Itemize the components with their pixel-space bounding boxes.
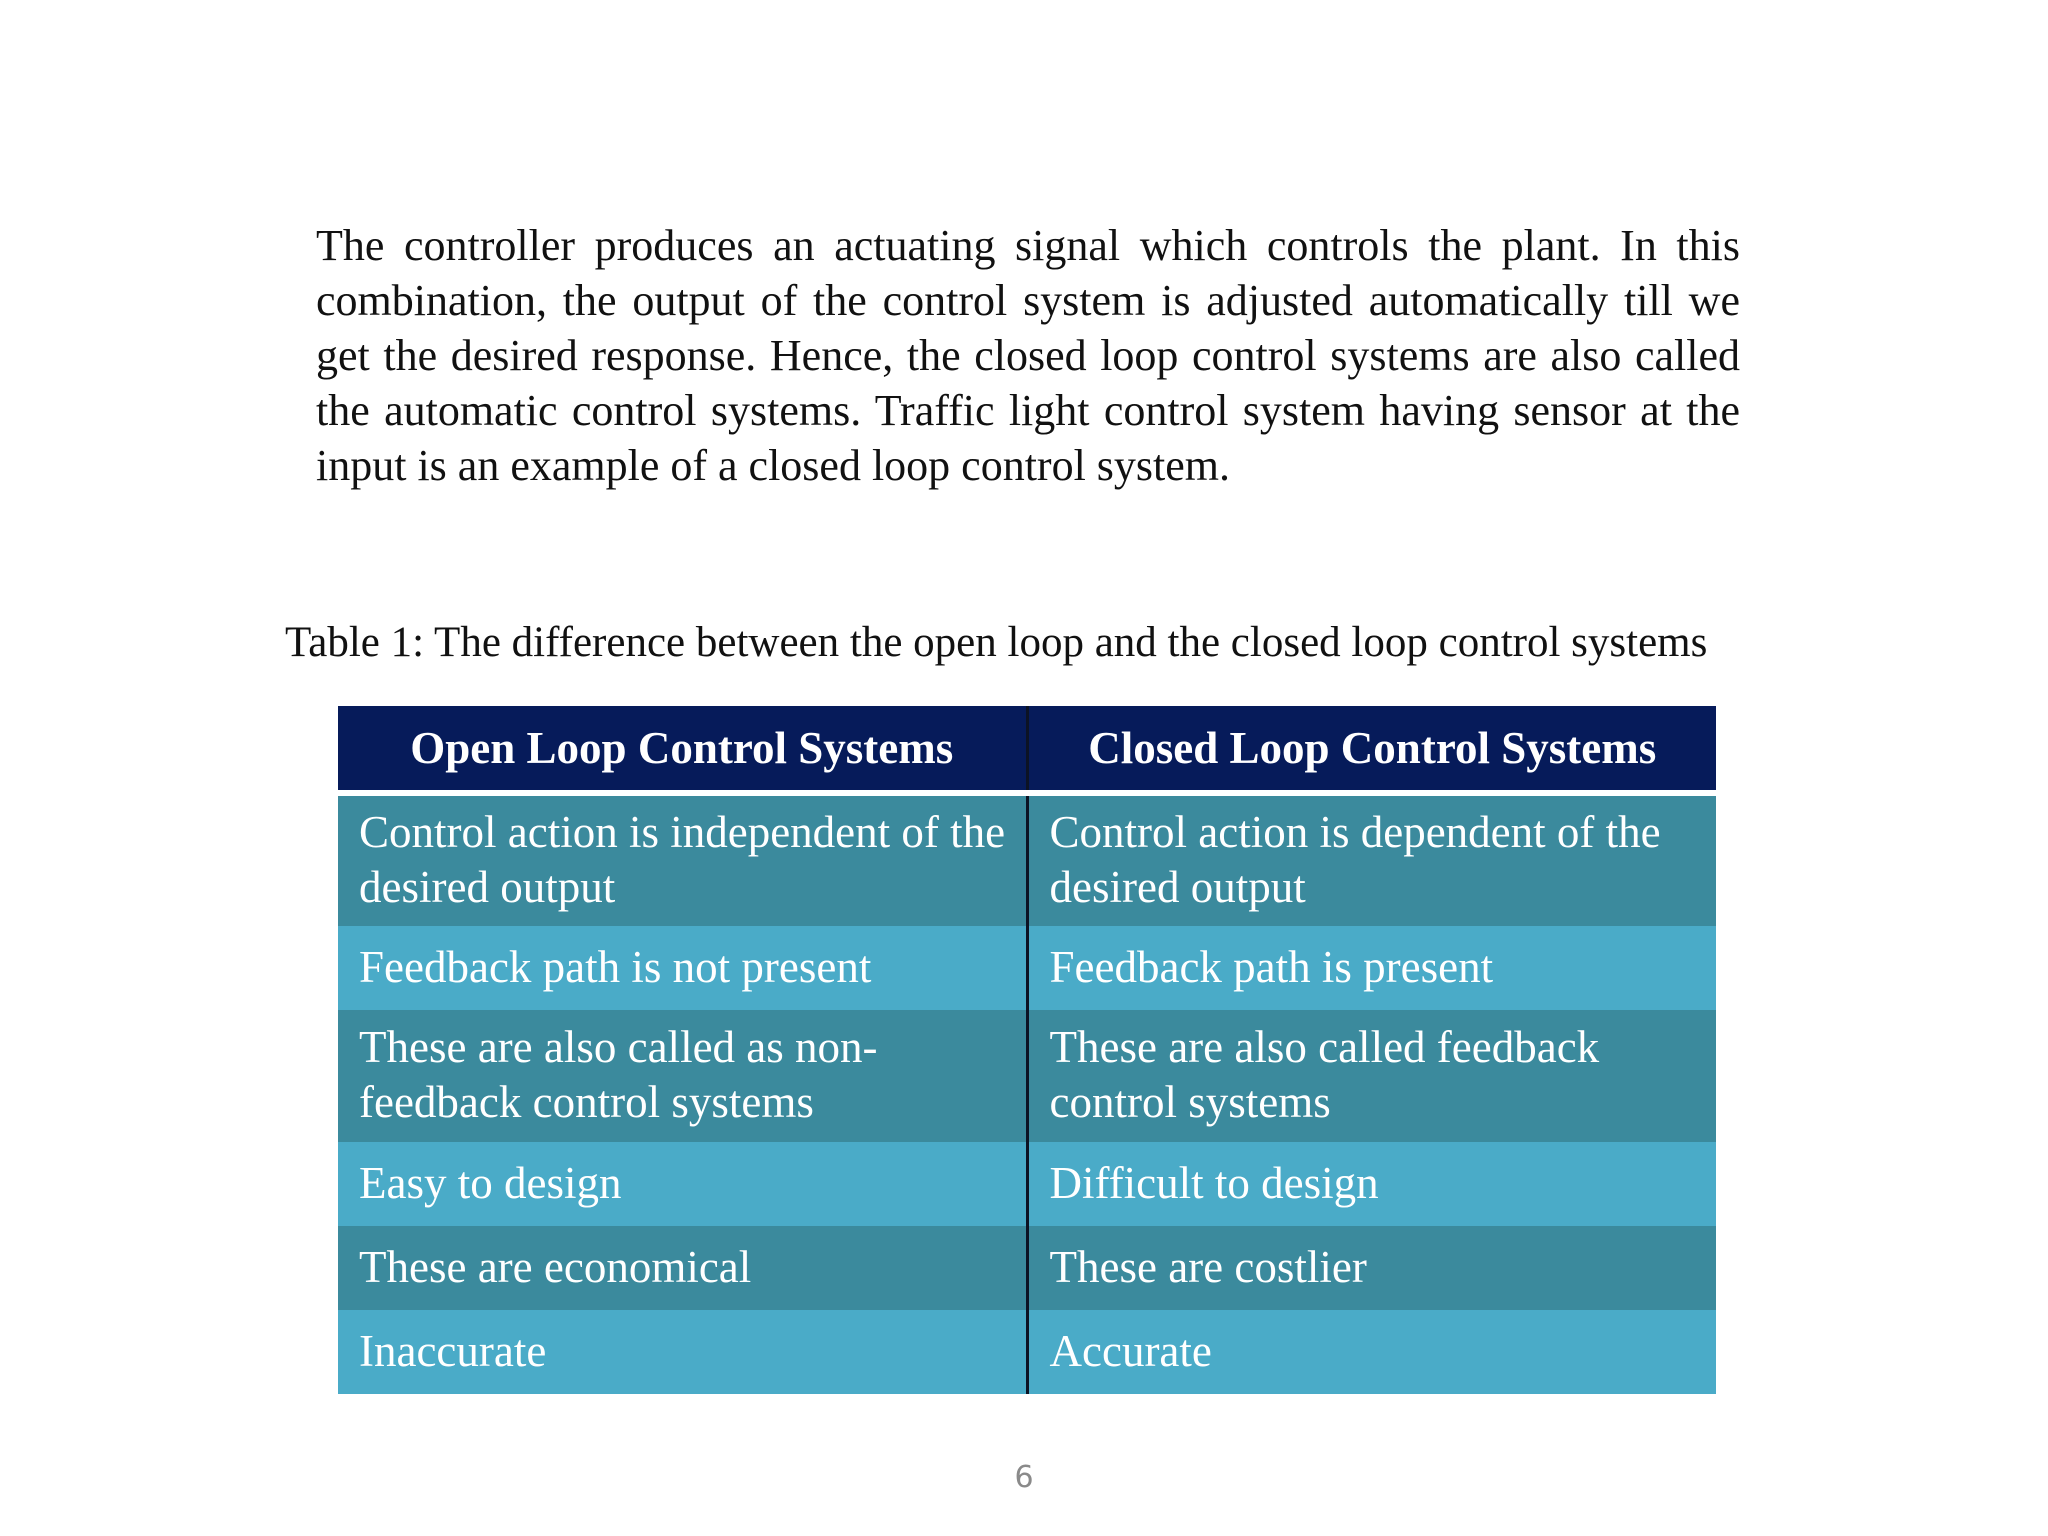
open-loop-cell: Control action is independent of the desired output [338,793,1027,926]
closed-loop-cell: These are costlier [1027,1226,1716,1310]
table-row [338,1142,1716,1226]
open-loop-cell: These are also called as non-feedback control systems [338,1010,1027,1142]
open-loop-cell: Inaccurate [338,1310,1027,1394]
closed-loop-cell: Control action is dependent of the desired output [1027,793,1716,926]
open-loop-cell: Feedback path is not present [338,926,1027,1010]
header-closed-loop: Closed Loop Control Systems [1027,706,1716,793]
closed-loop-cell: Accurate [1027,1310,1716,1394]
table-caption: Table 1: The difference between the open loop and the closed loop control systems [285,619,1708,666]
closed-loop-cell: These are also called feedback control systems [1027,1010,1716,1142]
open-loop-cell: These are economical [338,1226,1027,1310]
body-paragraph: The controller produces an actuating signal which controls the plant. In this combination, the output of the control system is adjusted automatically till we get the desired response. Hence, the closed loop control systems are also called the automatic control systems. Traffic light control system having sensor at the input is an example of a closed loop control system. [316,221,1740,490]
table-row [338,1226,1716,1310]
table-header-row [338,706,1716,793]
table-row [338,1310,1716,1394]
table-row [338,793,1716,926]
header-open-loop: Open Loop Control Systems [338,706,1027,793]
page-number: 6 [1014,1460,1034,1495]
open-loop-cell: Easy to design [338,1142,1027,1226]
table-row [338,926,1716,1010]
table-row [338,1010,1716,1142]
closed-loop-cell: Difficult to design [1027,1142,1716,1226]
comparison-table [338,706,1716,1394]
closed-loop-cell: Feedback path is present [1027,926,1716,1010]
